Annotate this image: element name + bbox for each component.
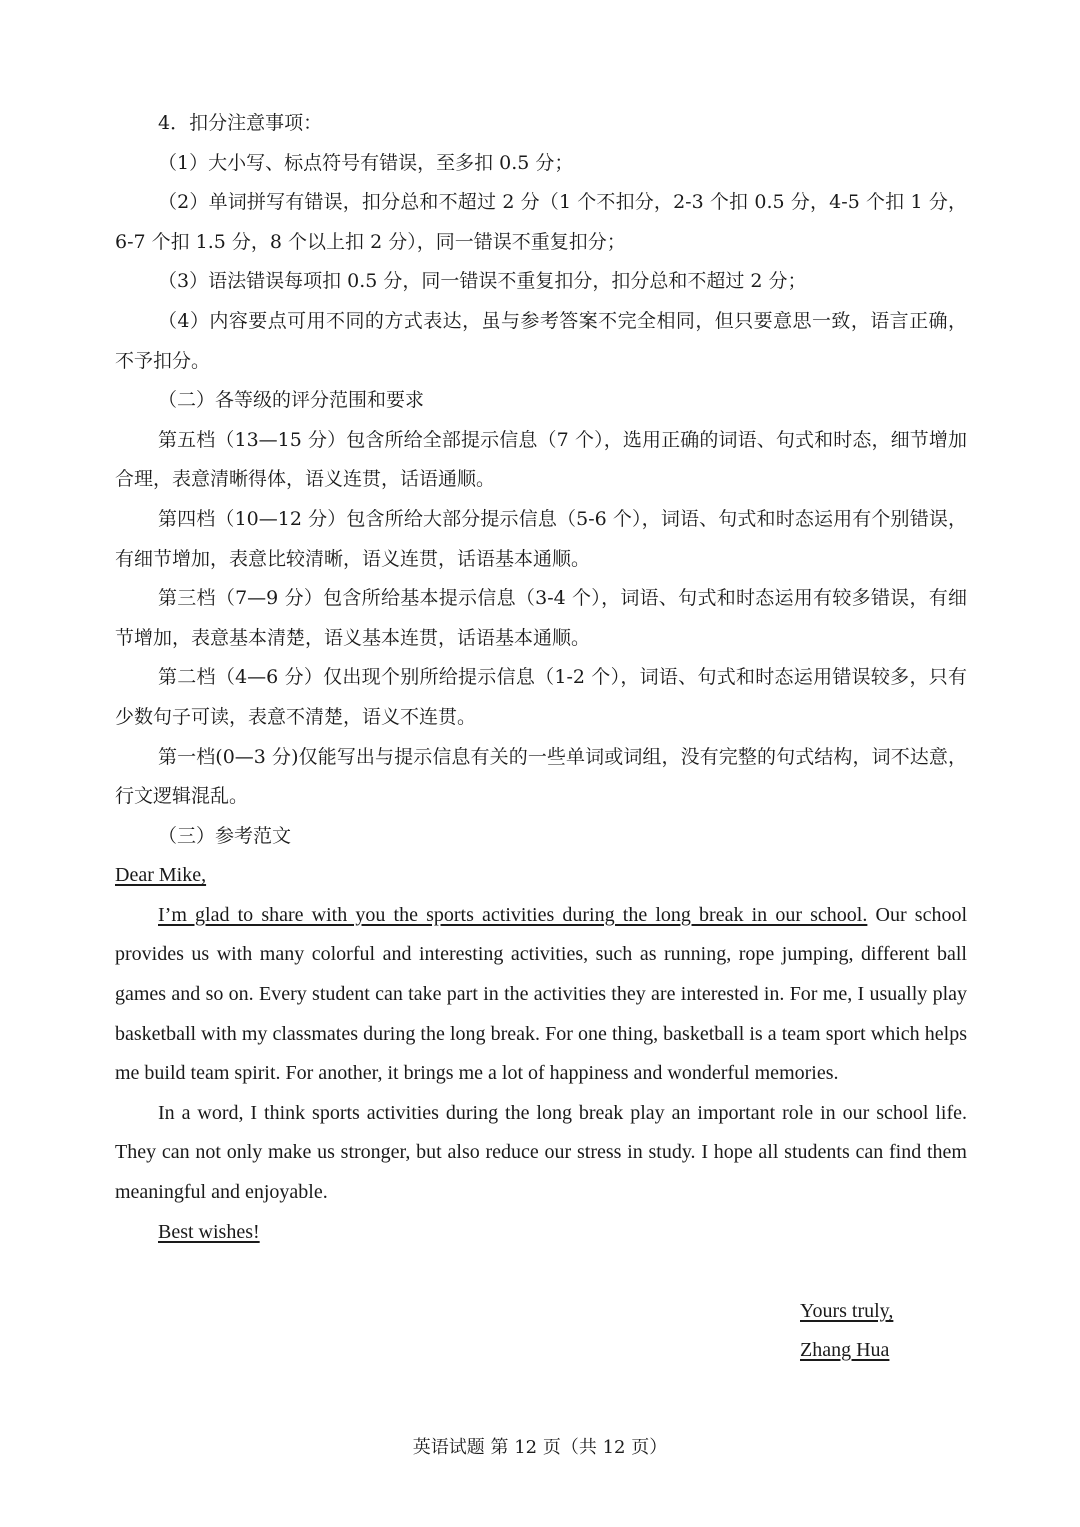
grading-level-2: 第二档（4—6 分）仅出现个别所给提示信息（1-2 个），词语、句式和时态运用错误较多，只有少数句子可读，表意不清楚，语义不连贯。 [115,666,967,728]
letter-paragraph-1 [115,896,967,1094]
grading-level-4: 第四档（10—12 分）包含所给大部分提示信息（5-6 个），词语、句式和时态运用有个别错误，有细节增加，表意比较清晰，语义连贯，话语基本通顺。 [115,507,967,570]
sample-title: （三）参考范文 [158,824,292,847]
letter-signature-name: Zhang Hua [800,1339,890,1361]
letter-paragraph-2: In a word, I think sports activities during the long break play an important role in our school life. They can not only make us stronger, but also reduce our stress in study. I hope all students can find them meaningful and enjoyable. [115,1101,967,1204]
scoring-text-block [115,104,967,1252]
letter-greeting-text: Dear Mike, [115,864,207,887]
grading-title: （二）各等级的评分范围和要求 [158,389,425,412]
deduction-item-1: （1）大小写、标点符号有错误，至多扣 0.5 分； [158,151,574,174]
grading-level-5: 第五档（13—15 分）包含所给全部提示信息（7 个），选用正确的词语、句式和时态，细节增加合理，表意清晰得体，语义连贯，话语通顺。 [115,428,967,491]
letter-closing-text: Best wishes! [158,1220,260,1243]
letter-closing [115,1213,967,1253]
letter-signoff-text: Yours truly, [800,1300,894,1322]
grading-level-3: 第三档（7—9 分）包含所给基本提示信息（3-4 个），词语、句式和时态运用有较多错误，有细节增加，表意基本清楚，语义基本连贯，话语基本通顺。 [115,587,967,649]
letter-signoff [800,1292,893,1332]
deduction-item-3: （3）语法错误每项扣 0.5 分，同一错误不重复扣分，扣分总和不超过 2 分； [158,270,807,293]
deduction-item-4: （4）内容要点可用不同的方式表达，虽与参考答案不完全相同，但只要意思一致，语言正确，不予扣分。 [115,309,967,372]
letter-signature [800,1331,889,1371]
letter-topic-sentence: I’m glad to share with you the sports activities during the long break in our school. [158,903,868,926]
deduction-item-2: （2）单词拼写有错误，扣分总和不超过 2 分（1 个不扣分，2-3 个扣 0.5 分，4-5 个扣 1 分，6-7 个扣 1.5 分，8 个以上扣 2 分），同一错误不重复扣分； [115,191,967,253]
letter-greeting [115,856,967,896]
deduction-title: 4．扣分注意事项： [158,112,323,134]
letter-paragraph-1-body: Our school provides us with many colorful and interesting activities, such as running, rope jumping, different ball games and so on. Every student can take part in the activities they are interested in. For me, I usually play basketball with my classmates during the long break. For one thing, basketball is a team sport which helps me build team spirit. For another, it brings me a lot of happiness and wonderful memories. [115,903,967,1085]
page-footer: 英语试题 第 12 页（共 12 页） [412,1437,668,1458]
grading-level-1: 第一档(0—3 分)仅能写出与提示信息有关的一些单词或词组，没有完整的句式结构，词不达意，行文逻辑混乱。 [115,745,967,808]
